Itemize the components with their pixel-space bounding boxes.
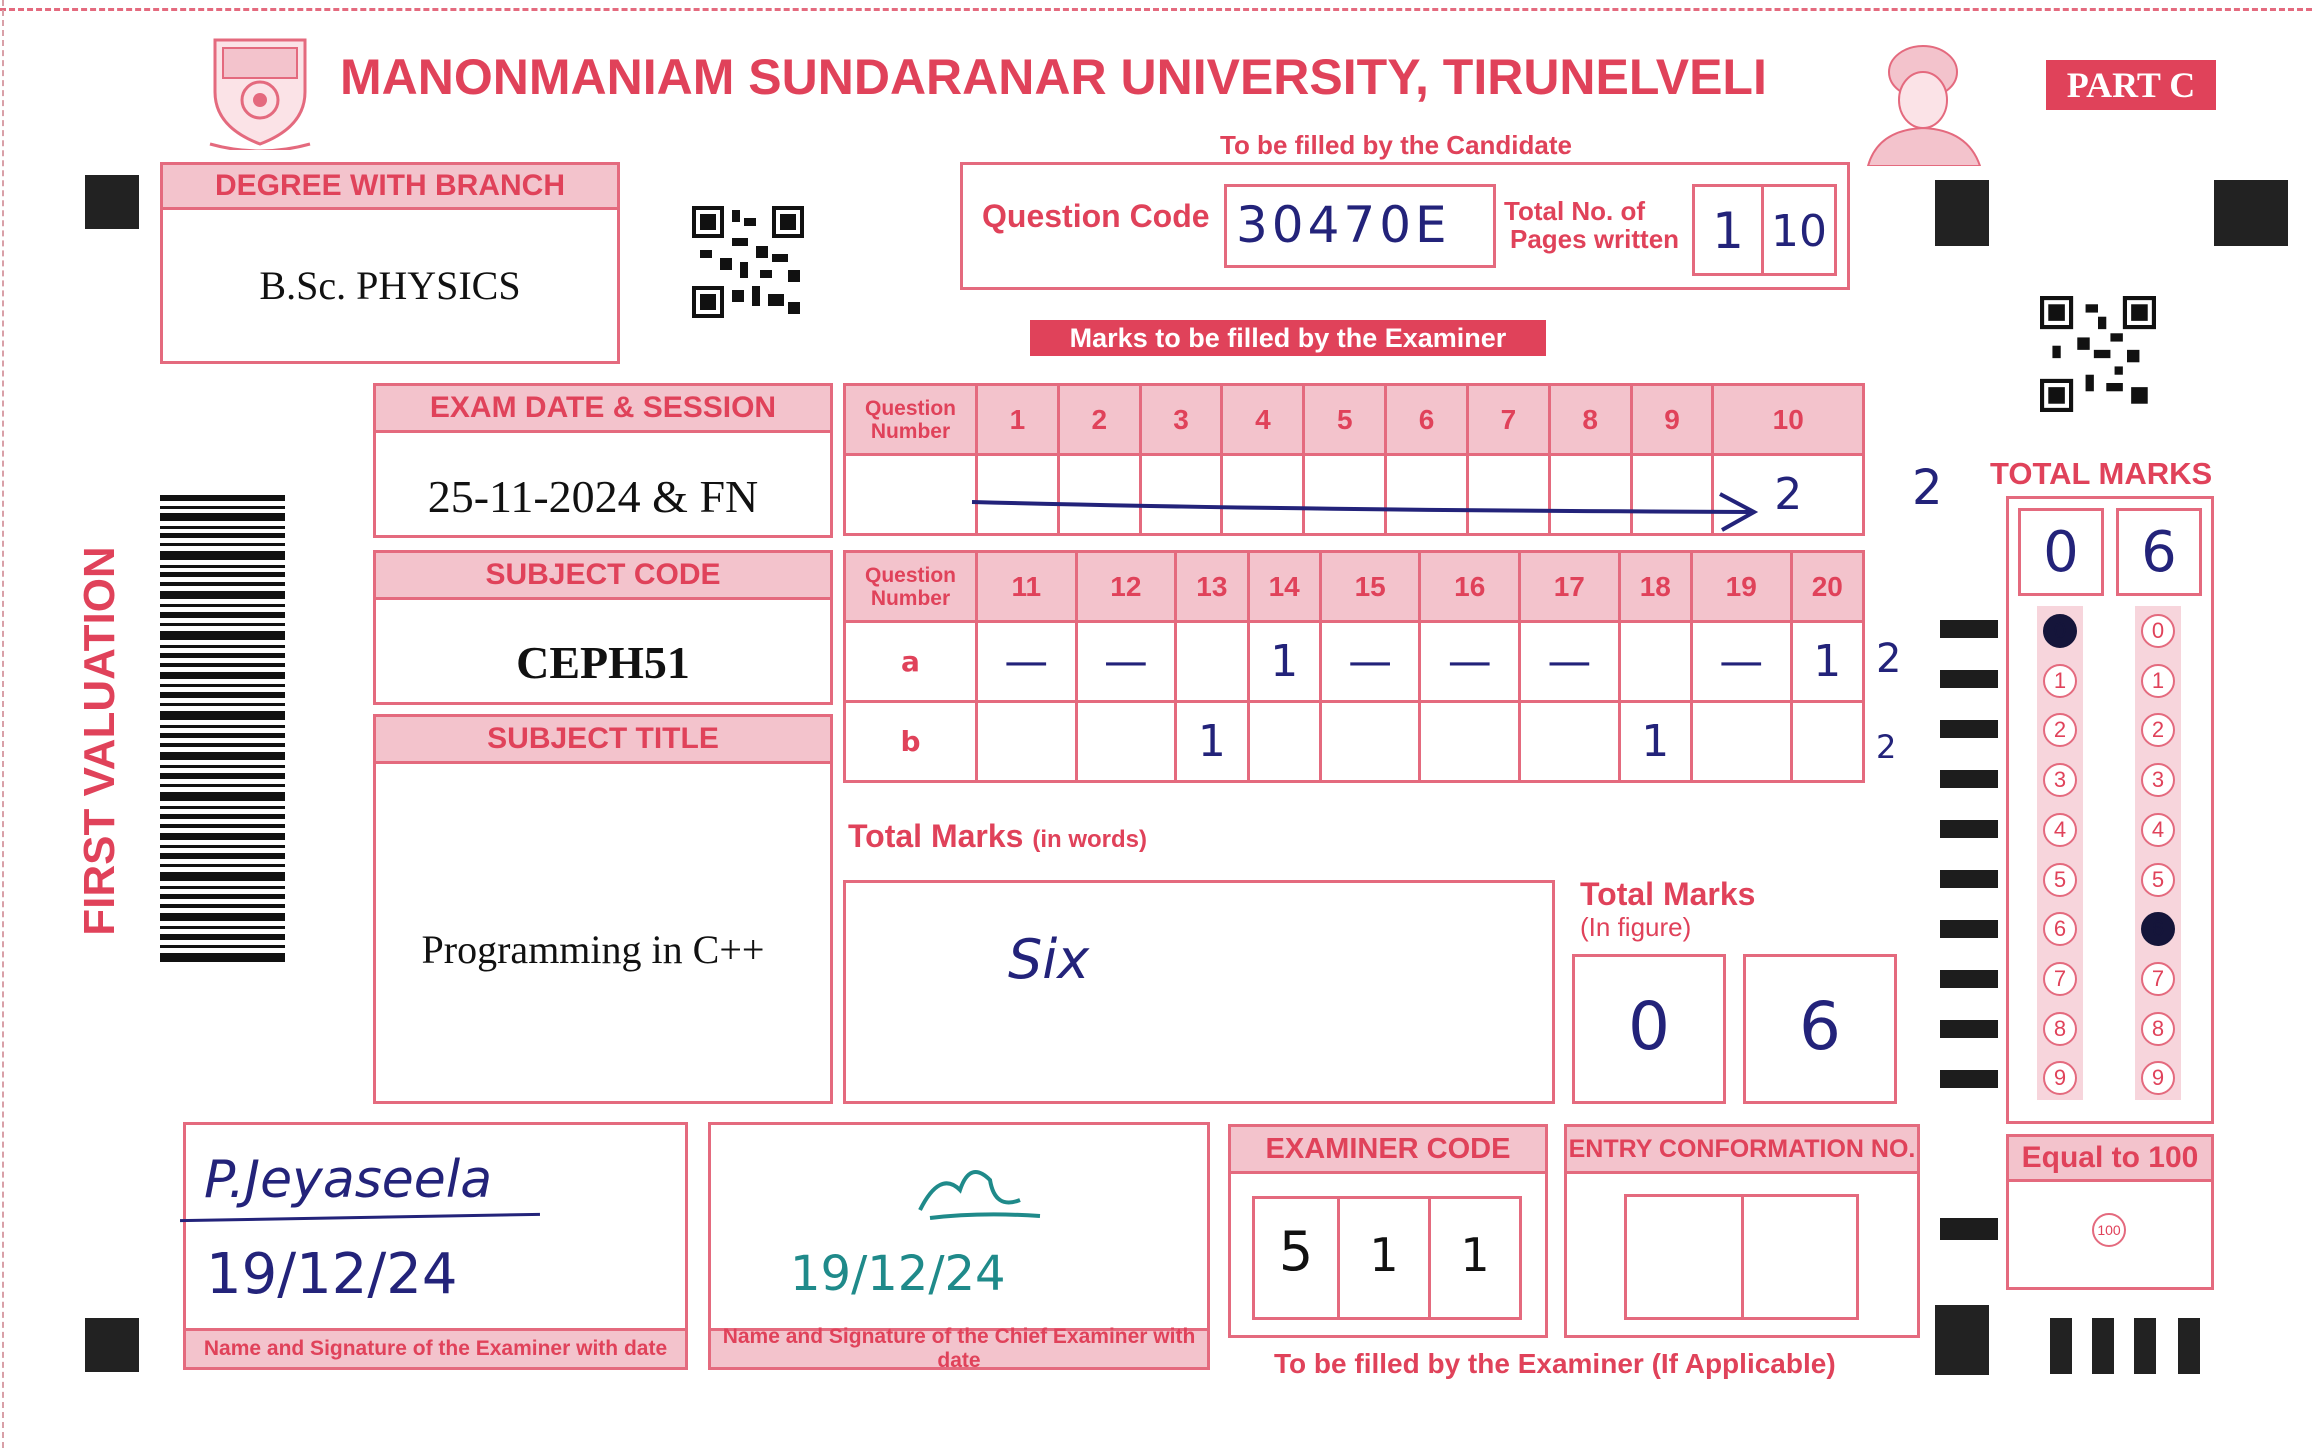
timing-mark (1940, 670, 1998, 688)
question-label: Question (864, 396, 956, 420)
subject-title-value: Programming in C++ (421, 927, 765, 972)
q-number: 18 (1619, 552, 1691, 622)
row-b-label: b (845, 702, 977, 782)
mark-cell[interactable]: — (1691, 622, 1791, 702)
digit-bubble[interactable]: 4 (2043, 813, 2077, 847)
question-label: Question (864, 563, 956, 587)
row-b-total: 2 (1876, 728, 1897, 766)
q-number: 14 (1248, 552, 1320, 622)
mark-cell[interactable]: 1 (1248, 622, 1320, 702)
timing-mark (2134, 1318, 2156, 1374)
strike-arrow (970, 480, 1770, 540)
timing-mark (1940, 920, 1998, 938)
equal-to-label: Equal to 100 (2006, 1134, 2214, 1182)
timing-mark (2092, 1318, 2114, 1374)
timing-mark (1940, 770, 1998, 788)
q-number: 2 (1058, 385, 1140, 455)
entry-conf-label: ENTRY CONFORMATION NO. (1564, 1124, 1920, 1174)
chief-signature-caption: Name and Signature of the Chief Examiner with date (708, 1328, 1210, 1370)
mark-cell[interactable] (977, 702, 1077, 782)
mark-cell[interactable]: — (1320, 622, 1420, 702)
q-number: 6 (1386, 385, 1468, 455)
q-number: 3 (1140, 385, 1222, 455)
q-number: 20 (1791, 552, 1863, 622)
degree-value: B.Sc. PHYSICS (259, 263, 521, 308)
entry-conf-field[interactable] (1624, 1194, 1744, 1320)
q-number: 4 (1222, 385, 1304, 455)
exam-date-value: 25-11-2024 & FN (427, 471, 759, 522)
marks-grid-2 (843, 550, 1865, 783)
university-logo (205, 32, 315, 150)
pages-written-digit-2: 10 (1771, 206, 1827, 257)
founder-portrait (1858, 38, 1988, 166)
pages-written-label-1: Total No. of (1504, 196, 1646, 226)
timing-mark (1940, 870, 1998, 888)
digit-bubble[interactable]: 3 (2141, 763, 2175, 797)
timing-mark (1940, 720, 1998, 738)
university-title: MANONMANIAM SUNDARANAR UNIVERSITY, TIRUNELVELI (340, 49, 1767, 105)
total-marks-panel-label: TOTAL MARKS (1990, 456, 2213, 491)
total-words-field[interactable] (843, 880, 1555, 1104)
left-border (2, 0, 4, 1448)
examiner-code-digit: 1 (1460, 1228, 1490, 1282)
examiner-code-digit: 1 (1369, 1228, 1399, 1282)
digit-bubble[interactable]: 8 (2141, 1012, 2175, 1046)
entry-conf-field[interactable] (1741, 1194, 1859, 1320)
digit-bubble[interactable]: 7 (2043, 962, 2077, 996)
timing-mark (2178, 1318, 2200, 1374)
corner-marker (1935, 180, 1989, 246)
number-label: Number (870, 419, 951, 443)
total-figure-sublabel: (In figure) (1580, 912, 1692, 942)
total-marks-digit-1: 0 (2043, 520, 2079, 585)
mark-cell[interactable]: 1 (1619, 702, 1691, 782)
chief-signature-date: 19/12/24 (790, 1246, 1006, 1302)
first-valuation-label: FIRST VALUATION (75, 546, 124, 936)
qr-code (692, 206, 804, 318)
timing-mark (1940, 620, 1998, 638)
q-number: 16 (1420, 552, 1520, 622)
digit-bubble[interactable]: 9 (2141, 1061, 2175, 1095)
barcode (160, 495, 285, 965)
mark-cell[interactable]: — (1420, 622, 1520, 702)
top-perforation (0, 8, 2312, 11)
number-label: Number (870, 586, 951, 610)
candidate-note: To be filled by the Candidate (1220, 130, 1572, 160)
total-marks-digit-2: 6 (2141, 520, 2177, 585)
total-figure-digit-2: 6 (1799, 988, 1841, 1065)
mark-cell[interactable] (1420, 702, 1520, 782)
digit-bubble[interactable]: 6 (2043, 912, 2077, 946)
total-words-title: Total Marks (848, 818, 1024, 854)
qr-code (2040, 296, 2156, 412)
q-number: 8 (1549, 385, 1631, 455)
corner-marker (2214, 180, 2288, 246)
timing-mark (1940, 1020, 1998, 1038)
examiner-signature-date: 19/12/24 (206, 1242, 458, 1307)
mark-cell[interactable]: 1 (1791, 622, 1863, 702)
mark-cell[interactable] (1076, 702, 1176, 782)
mark-cell[interactable] (1520, 702, 1620, 782)
subject-code-value: CEPH51 (516, 637, 690, 688)
examiner-code-digit: 5 (1278, 1220, 1314, 1283)
total-words-sublabel: (in words) (1032, 826, 1147, 853)
subject-title-label: SUBJECT TITLE (373, 714, 833, 764)
digit-bubble[interactable]: 3 (2043, 763, 2077, 797)
digit-bubble[interactable]: 4 (2141, 813, 2175, 847)
digit-bubble[interactable]: 7 (2141, 962, 2175, 996)
examiner-signature-name: P.Jeyaseela (204, 1150, 493, 1210)
digit-bubble[interactable]: 5 (2141, 863, 2175, 897)
digit-bubble[interactable]: 0 (2141, 614, 2175, 648)
digit-bubble[interactable]: 1 (2043, 664, 2077, 698)
total-words-label (848, 818, 1147, 855)
examiner-signature-caption: Name and Signature of the Examiner with date (183, 1328, 688, 1370)
mark-cell[interactable] (1691, 702, 1791, 782)
row-a-total: 2 (1876, 636, 1902, 682)
pages-written-digit-1: 1 (1712, 202, 1744, 260)
examiner-code-label: EXAMINER CODE (1228, 1124, 1548, 1174)
mark-cell[interactable]: — (977, 622, 1077, 702)
chief-signature-mark (900, 1160, 1060, 1230)
timing-mark (1940, 1218, 1998, 1240)
digit-bubble[interactable]: 0 (2043, 614, 2077, 648)
digit-bubble[interactable]: 8 (2043, 1012, 2077, 1046)
q-number: 9 (1631, 385, 1713, 455)
pages-written-label-2: Pages written (1510, 224, 1680, 254)
q-number: 1 (977, 385, 1059, 455)
q-number: 11 (977, 552, 1077, 622)
mark-cell[interactable]: — (1520, 622, 1620, 702)
digit-bubble[interactable]: 2 (2043, 713, 2077, 747)
question-code-value: 30470E (1236, 196, 1451, 254)
total-words-value: Six (1008, 928, 1090, 991)
corner-marker (85, 175, 139, 229)
mark-cell[interactable] (1320, 702, 1420, 782)
timing-mark (1940, 820, 1998, 838)
q-number: 17 (1520, 552, 1620, 622)
question-code-label: Question Code (982, 198, 1210, 234)
mark-cell[interactable]: 1 (1176, 702, 1248, 782)
row1-total: 2 (1912, 460, 1943, 516)
footer-note: To be filled by the Examiner (If Applicable) (1274, 1348, 1836, 1379)
equal-to-bubble[interactable]: 100 (2092, 1213, 2126, 1247)
digit-bubble[interactable]: 1 (2141, 664, 2175, 698)
total-figure-label: Total Marks (1580, 876, 1756, 912)
subject-title-box (373, 714, 833, 1104)
digit-bubble[interactable]: 2 (2141, 713, 2175, 747)
mark-cell[interactable]: 2 (1713, 455, 1864, 535)
mark-cell[interactable] (1619, 622, 1691, 702)
q-number: 15 (1320, 552, 1420, 622)
mark-cell[interactable]: — (1076, 622, 1176, 702)
q-number: 5 (1304, 385, 1386, 455)
mark-cell[interactable] (1248, 702, 1320, 782)
subject-code-label: SUBJECT CODE (373, 550, 833, 600)
corner-marker (1935, 1305, 1989, 1375)
digit-bubble[interactable]: 9 (2043, 1061, 2077, 1095)
q-number: 13 (1176, 552, 1248, 622)
part-badge: PART C (2046, 60, 2216, 110)
row-a-label: a (845, 622, 977, 702)
q-number: 10 (1713, 385, 1864, 455)
mark-cell[interactable] (845, 455, 977, 535)
mark-cell[interactable] (1176, 622, 1248, 702)
examiner-note: Marks to be filled by the Examiner (1030, 320, 1546, 356)
total-figure-digit-1: 0 (1628, 988, 1670, 1065)
q-number: 7 (1467, 385, 1549, 455)
q-number: 19 (1691, 552, 1791, 622)
question-number-header (845, 385, 977, 455)
digit-bubble[interactable]: 6 (2141, 912, 2175, 946)
exam-date-label: EXAM DATE & SESSION (373, 383, 833, 433)
timing-mark (1940, 1070, 1998, 1088)
corner-marker (85, 1318, 139, 1372)
mark-cell[interactable] (1791, 702, 1863, 782)
timing-mark (2050, 1318, 2072, 1374)
question-number-header (845, 552, 977, 622)
q-number: 12 (1076, 552, 1176, 622)
timing-mark (1940, 970, 1998, 988)
degree-label: DEGREE WITH BRANCH (160, 162, 620, 210)
digit-bubble[interactable]: 5 (2043, 863, 2077, 897)
